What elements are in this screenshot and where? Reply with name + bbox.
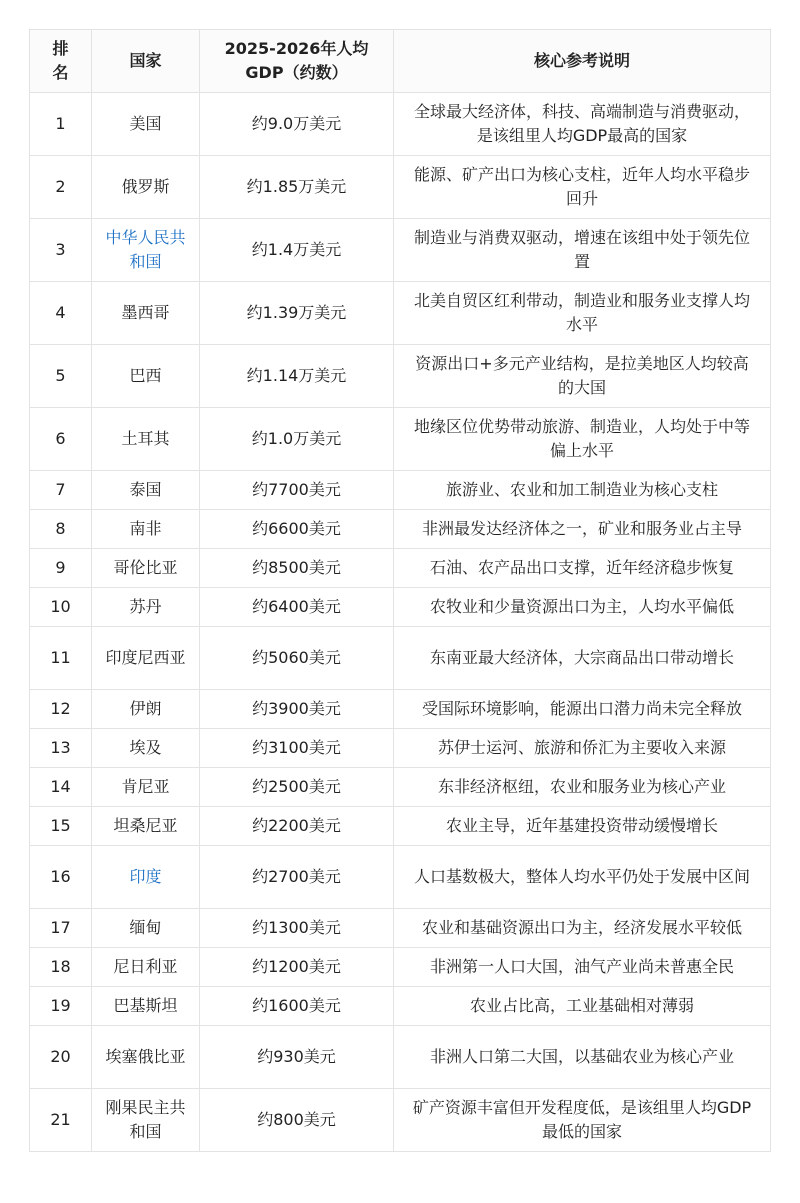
note-cell: 东非经济枢纽，农业和服务业为核心产业 xyxy=(394,768,771,807)
country-cell: 缅甸 xyxy=(92,909,200,948)
note-cell: 石油、农产品出口支撑，近年经济稳步恢复 xyxy=(394,549,771,588)
table-row xyxy=(30,471,771,510)
gdp-cell: 约3900美元 xyxy=(200,690,394,729)
gdp-cell: 约1600美元 xyxy=(200,987,394,1026)
country-cell: 哥伦比亚 xyxy=(92,549,200,588)
table-row xyxy=(30,408,771,471)
table-row xyxy=(30,549,771,588)
table-row xyxy=(30,219,771,282)
country-cell: 坦桑尼亚 xyxy=(92,807,200,846)
table-row xyxy=(30,93,771,156)
gdp-cell: 约2500美元 xyxy=(200,768,394,807)
rank-cell: 1 xyxy=(30,93,92,156)
rank-cell: 15 xyxy=(30,807,92,846)
note-cell: 资源出口+多元产业结构，是拉美地区人均较高的大国 xyxy=(394,345,771,408)
note-cell: 非洲最发达经济体之一，矿业和服务业占主导 xyxy=(394,510,771,549)
country-cell: 埃及 xyxy=(92,729,200,768)
gdp-ranking-table xyxy=(29,29,771,1152)
header-rank: 排名 xyxy=(30,30,92,93)
table-header-row xyxy=(30,30,771,93)
table-row xyxy=(30,345,771,408)
rank-cell: 20 xyxy=(30,1026,92,1089)
note-cell: 制造业与消费双驱动，增速在该组中处于领先位置 xyxy=(394,219,771,282)
table-row xyxy=(30,690,771,729)
country-cell: 伊朗 xyxy=(92,690,200,729)
note-cell: 农业主导，近年基建投资带动缓慢增长 xyxy=(394,807,771,846)
rank-cell: 8 xyxy=(30,510,92,549)
gdp-cell: 约8500美元 xyxy=(200,549,394,588)
note-cell: 人口基数极大，整体人均水平仍处于发展中区间 xyxy=(394,846,771,909)
table-row xyxy=(30,807,771,846)
table-row xyxy=(30,510,771,549)
rank-cell: 2 xyxy=(30,156,92,219)
rank-cell: 3 xyxy=(30,219,92,282)
table-row xyxy=(30,156,771,219)
gdp-cell: 约7700美元 xyxy=(200,471,394,510)
note-cell: 地缘区位优势带动旅游、制造业，人均处于中等偏上水平 xyxy=(394,408,771,471)
gdp-cell: 约1.0万美元 xyxy=(200,408,394,471)
header-note: 核心参考说明 xyxy=(394,30,771,93)
rank-cell: 16 xyxy=(30,846,92,909)
note-cell: 受国际环境影响，能源出口潜力尚未完全释放 xyxy=(394,690,771,729)
note-cell: 北美自贸区红利带动，制造业和服务业支撑人均水平 xyxy=(394,282,771,345)
table-row xyxy=(30,588,771,627)
rank-cell: 9 xyxy=(30,549,92,588)
country-link[interactable]: 印度 xyxy=(92,846,200,909)
country-cell: 土耳其 xyxy=(92,408,200,471)
note-cell: 农业占比高，工业基础相对薄弱 xyxy=(394,987,771,1026)
note-cell: 非洲人口第二大国，以基础农业为核心产业 xyxy=(394,1026,771,1089)
rank-cell: 13 xyxy=(30,729,92,768)
country-cell: 俄罗斯 xyxy=(92,156,200,219)
gdp-cell: 约1.4万美元 xyxy=(200,219,394,282)
gdp-cell: 约1.85万美元 xyxy=(200,156,394,219)
note-cell: 全球最大经济体，科技、高端制造与消费驱动，是该组里人均GDP最高的国家 xyxy=(394,93,771,156)
gdp-table-container xyxy=(29,29,770,1152)
country-cell: 尼日利亚 xyxy=(92,948,200,987)
gdp-cell: 约6400美元 xyxy=(200,588,394,627)
table-row xyxy=(30,1089,771,1152)
table-row xyxy=(30,768,771,807)
note-cell: 能源、矿产出口为核心支柱，近年人均水平稳步回升 xyxy=(394,156,771,219)
rank-cell: 17 xyxy=(30,909,92,948)
country-cell: 墨西哥 xyxy=(92,282,200,345)
note-cell: 旅游业、农业和加工制造业为核心支柱 xyxy=(394,471,771,510)
rank-cell: 14 xyxy=(30,768,92,807)
header-country: 国家 xyxy=(92,30,200,93)
note-cell: 苏伊士运河、旅游和侨汇为主要收入来源 xyxy=(394,729,771,768)
country-cell: 刚果民主共和国 xyxy=(92,1089,200,1152)
gdp-cell: 约1.39万美元 xyxy=(200,282,394,345)
gdp-cell: 约9.0万美元 xyxy=(200,93,394,156)
gdp-cell: 约6600美元 xyxy=(200,510,394,549)
note-cell: 农业和基础资源出口为主，经济发展水平较低 xyxy=(394,909,771,948)
gdp-cell: 约1.14万美元 xyxy=(200,345,394,408)
country-cell: 巴基斯坦 xyxy=(92,987,200,1026)
rank-cell: 6 xyxy=(30,408,92,471)
gdp-cell: 约2200美元 xyxy=(200,807,394,846)
rank-cell: 11 xyxy=(30,627,92,690)
note-cell: 农牧业和少量资源出口为主，人均水平偏低 xyxy=(394,588,771,627)
note-cell: 非洲第一人口大国，油气产业尚未普惠全民 xyxy=(394,948,771,987)
country-cell: 肯尼亚 xyxy=(92,768,200,807)
gdp-cell: 约1300美元 xyxy=(200,909,394,948)
country-cell: 美国 xyxy=(92,93,200,156)
gdp-cell: 约3100美元 xyxy=(200,729,394,768)
note-cell: 矿产资源丰富但开发程度低，是该组里人均GDP最低的国家 xyxy=(394,1089,771,1152)
rank-cell: 21 xyxy=(30,1089,92,1152)
table-row xyxy=(30,729,771,768)
header-gdp: 2025-2026年人均GDP（约数） xyxy=(200,30,394,93)
table-row xyxy=(30,1026,771,1089)
country-cell: 南非 xyxy=(92,510,200,549)
rank-cell: 7 xyxy=(30,471,92,510)
country-cell: 巴西 xyxy=(92,345,200,408)
country-link[interactable]: 中华人民共和国 xyxy=(92,219,200,282)
note-cell: 东南亚最大经济体，大宗商品出口带动增长 xyxy=(394,627,771,690)
table-row xyxy=(30,909,771,948)
rank-cell: 10 xyxy=(30,588,92,627)
gdp-cell: 约800美元 xyxy=(200,1089,394,1152)
rank-cell: 19 xyxy=(30,987,92,1026)
gdp-cell: 约5060美元 xyxy=(200,627,394,690)
rank-cell: 18 xyxy=(30,948,92,987)
gdp-cell: 约1200美元 xyxy=(200,948,394,987)
gdp-cell: 约930美元 xyxy=(200,1026,394,1089)
country-cell: 印度尼西亚 xyxy=(92,627,200,690)
table-row xyxy=(30,948,771,987)
country-cell: 苏丹 xyxy=(92,588,200,627)
rank-cell: 4 xyxy=(30,282,92,345)
country-cell: 埃塞俄比亚 xyxy=(92,1026,200,1089)
table-row xyxy=(30,627,771,690)
country-cell: 泰国 xyxy=(92,471,200,510)
gdp-cell: 约2700美元 xyxy=(200,846,394,909)
rank-cell: 12 xyxy=(30,690,92,729)
table-row xyxy=(30,846,771,909)
table-row xyxy=(30,282,771,345)
rank-cell: 5 xyxy=(30,345,92,408)
table-body xyxy=(30,93,771,1152)
table-row xyxy=(30,987,771,1026)
